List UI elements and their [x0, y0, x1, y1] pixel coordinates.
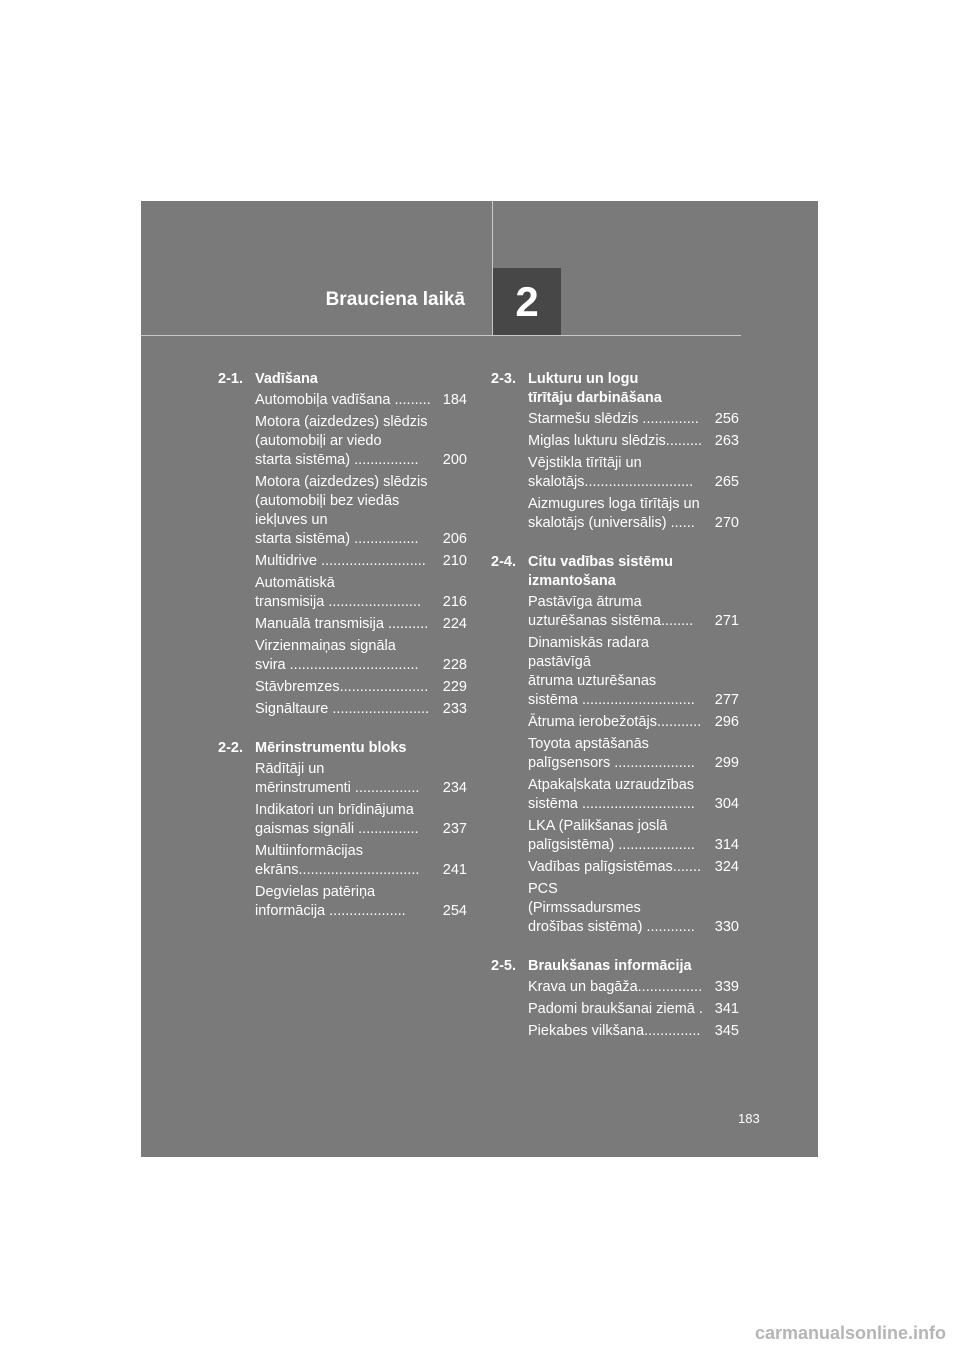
header-divider-horizontal [141, 335, 741, 336]
section-number: 2-1. [218, 371, 243, 387]
toc-entry-title: Degvielas patēriņa informācija ................... [255, 884, 406, 919]
toc-entry-title: Vadības palīgsistēmas....... [528, 859, 702, 875]
toc-entry-title: LKA (Palikšanas joslā palīgsistēma) ................... [528, 818, 695, 853]
toc-section [218, 370, 467, 719]
toc-section [218, 739, 467, 921]
toc-entry-title: Miglas lukturu slēdzis......... [528, 433, 703, 449]
toc-entry-title: Krava un bagāža................ [528, 979, 703, 995]
toc-entry[interactable] [218, 615, 467, 634]
toc-entry-page: 341 [714, 1001, 739, 1017]
toc-entry[interactable] [491, 1022, 739, 1041]
toc-section [491, 553, 739, 937]
section-heading [218, 370, 467, 389]
toc-entry-page: 206 [442, 531, 467, 547]
section-title: Citu vadības sistēmu izmantošana [528, 554, 674, 589]
toc-entry-page: 234 [442, 780, 467, 796]
toc-entry[interactable] [491, 454, 739, 492]
toc-entry-title: Atpakaļskata uzraudzības sistēma ............................ [528, 777, 695, 812]
toc-entry-title: Motora (aizdedzes) slēdzis (automobiļi ar viedo starta sistēma) ................ [255, 414, 428, 468]
toc-entry[interactable] [491, 495, 739, 533]
toc-entry-title: Dinamiskās radara pastāvīgā ātruma uzturēšanas sistēma ............................ [528, 635, 695, 708]
chapter-number-box: 2 [493, 268, 561, 335]
toc-entry-title: PCS (Pirmssadursmes drošības sistēma) ............ [528, 881, 695, 935]
toc-entry-title: Vējstikla tīrītāji un skalotājs........................... [528, 455, 694, 490]
toc-entry-page: 216 [442, 594, 467, 610]
toc-entry[interactable] [218, 637, 467, 675]
toc-entry-title: Rādītāji un mērinstrumenti ................ [255, 761, 420, 796]
section-title: Braukšanas informācija [528, 958, 692, 974]
toc-entry[interactable] [491, 776, 739, 814]
toc-entry[interactable] [491, 713, 739, 732]
toc-entry-page: 271 [714, 613, 739, 629]
toc-left-column [218, 370, 467, 941]
toc-entry-page: 256 [714, 411, 739, 427]
toc-entry[interactable] [491, 634, 739, 710]
toc-entry-title: Automātiskā transmisija ....................... [255, 575, 421, 610]
toc-entry-title: Pastāvīga ātruma uzturēšanas sistēma........ [528, 594, 694, 629]
toc-entry[interactable] [218, 473, 467, 549]
toc-entry[interactable] [491, 817, 739, 855]
section-title: Vadīšana [255, 371, 318, 387]
toc-entry-title: Virzienmaiņas signāla svira ................................ [255, 638, 419, 673]
section-number: 2-4. [491, 554, 516, 570]
section-heading [491, 370, 739, 408]
toc-entry-title: Toyota apstāšanās palīgsensors .................... [528, 736, 695, 771]
toc-entry-title: Stāvbremzes...................... [255, 679, 429, 695]
toc-entry-page: 324 [714, 859, 739, 875]
toc-entry-page: 184 [442, 392, 467, 408]
toc-entry-title: Ātruma ierobežotājs........... [528, 714, 702, 730]
toc-entry-page: 296 [714, 714, 739, 730]
toc-entry[interactable] [218, 413, 467, 470]
toc-entry-title: Manuālā transmisija .......... [255, 616, 429, 632]
toc-entry-page: 228 [442, 657, 467, 673]
toc-section [491, 370, 739, 533]
toc-entry-page: 314 [714, 837, 739, 853]
toc-entry-page: 233 [442, 701, 467, 717]
toc-entry-page: 210 [442, 553, 467, 569]
toc-entry-title: Starmešu slēdzis .............. [528, 411, 699, 427]
section-heading [491, 957, 739, 976]
toc-entry-title: Multidrive .......................... [255, 553, 426, 569]
section-heading [491, 553, 739, 591]
toc-entry-title: Aizmugures loga tīrītājs un skalotājs (universālis) ...... [528, 496, 700, 531]
toc-entry-title: Signāltaure ........................ [255, 701, 430, 717]
section-title: Lukturu un logu tīrītāju darbināšana [528, 371, 662, 406]
toc-entry-page: 200 [442, 452, 467, 468]
toc-entry-title: Padomi braukšanai ziemā . [528, 1001, 703, 1017]
toc-entry-page: 224 [442, 616, 467, 632]
toc-entry-title: Piekabes vilkšana.............. [528, 1023, 701, 1039]
toc-entry-title: Motora (aizdedzes) slēdzis (automobiļi bez viedās iekļuves un starta sistēma) ................ [255, 474, 428, 547]
toc-entry[interactable] [218, 883, 467, 921]
toc-entry-title: Multiinformācijas ekrāns.............................. [255, 843, 420, 878]
toc-entry[interactable] [218, 678, 467, 697]
toc-entry-title: Automobiļa vadīšana ......... [255, 392, 431, 408]
chapter-title: Brauciena laikā [325, 289, 465, 310]
manual-page [141, 201, 818, 1157]
toc-entry[interactable] [218, 574, 467, 612]
section-heading [218, 739, 467, 758]
toc-entry-page: 263 [714, 433, 739, 449]
toc-entry-page: 304 [714, 796, 739, 812]
toc-entry[interactable] [218, 391, 467, 410]
toc-section [491, 957, 739, 1041]
section-number: 2-5. [491, 958, 516, 974]
toc-entry[interactable] [491, 735, 739, 773]
toc-entry[interactable] [218, 700, 467, 719]
page-number: 183 [738, 1111, 760, 1126]
section-number: 2-2. [218, 740, 243, 756]
toc-entry[interactable] [491, 1000, 739, 1019]
watermark-text: carmanualsonline.info [754, 1323, 946, 1343]
toc-entry[interactable] [491, 978, 739, 997]
toc-entry-page: 339 [714, 979, 739, 995]
toc-entry-page: 330 [714, 919, 739, 935]
toc-entry-page: 265 [714, 474, 739, 490]
toc-entry[interactable] [491, 432, 739, 451]
toc-entry-page: 345 [714, 1023, 739, 1039]
toc-right-column [491, 370, 739, 1061]
toc-entry-page: 270 [714, 515, 739, 531]
toc-entry[interactable] [218, 760, 467, 798]
section-title: Mērinstrumentu bloks [255, 740, 407, 756]
toc-entry-page: 299 [714, 755, 739, 771]
toc-entry-page: 229 [442, 679, 467, 695]
toc-entry[interactable] [218, 801, 467, 839]
toc-entry-page: 237 [442, 821, 467, 837]
toc-entry-page: 277 [714, 692, 739, 708]
toc-entry[interactable] [218, 842, 467, 880]
toc-entry[interactable] [491, 858, 739, 877]
toc-entry[interactable] [491, 593, 739, 631]
toc-entry[interactable] [491, 880, 739, 937]
section-number: 2-3. [491, 371, 516, 387]
toc-entry-title: Indikatori un brīdinājuma gaismas signāli ............... [255, 802, 419, 837]
toc-entry[interactable] [218, 552, 467, 571]
toc-entry[interactable] [491, 410, 739, 429]
toc-entry-page: 241 [442, 862, 467, 878]
toc-entry-page: 254 [442, 903, 467, 919]
